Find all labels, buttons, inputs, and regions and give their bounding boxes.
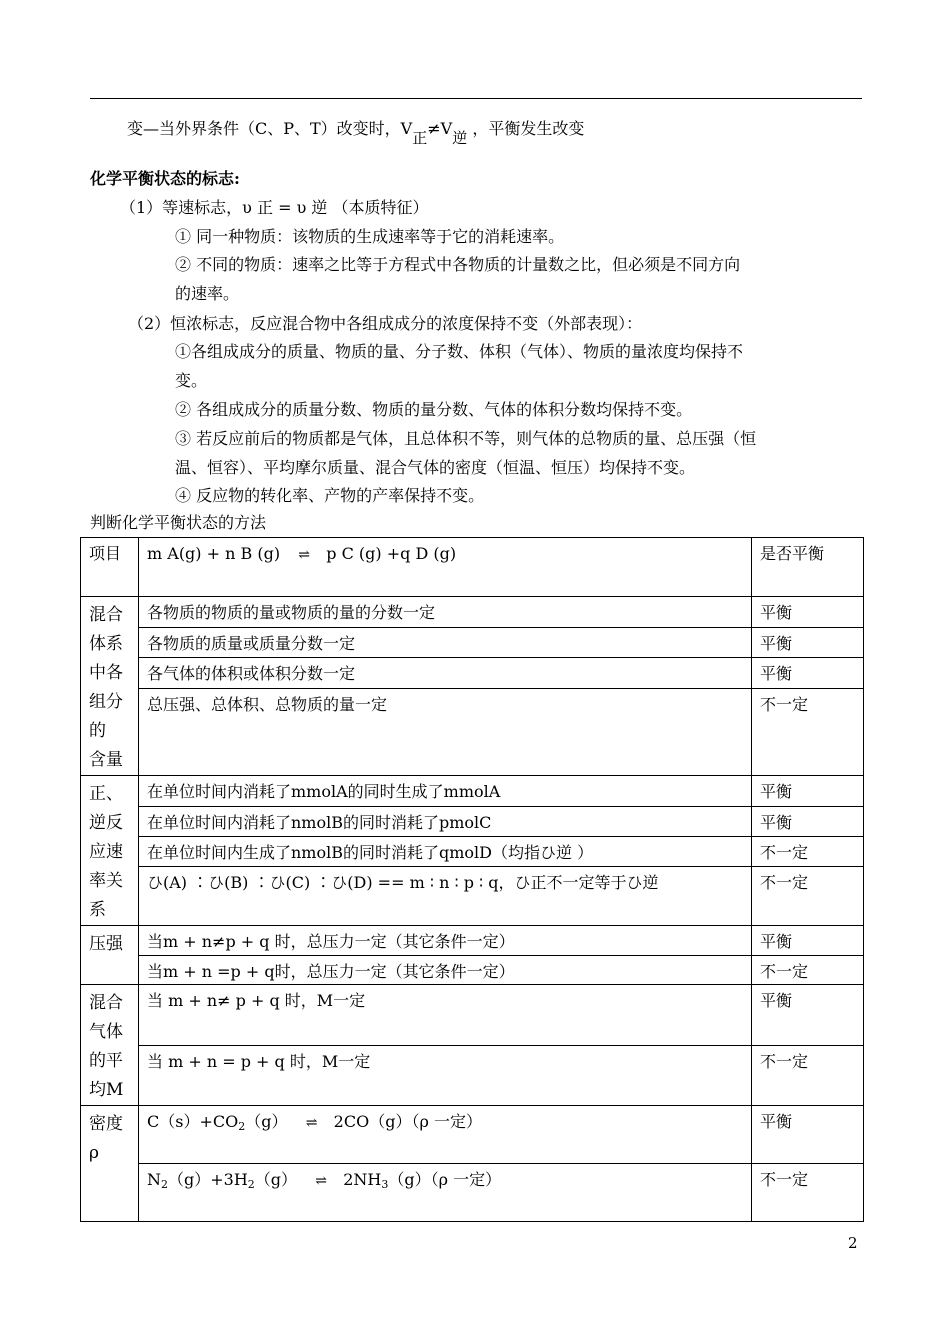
table-row — [81, 1106, 864, 1164]
result-cell: 不一定 — [752, 867, 864, 926]
condition-cell: 当 m + n = p + q 时，M一定 — [139, 1046, 752, 1106]
table-row — [81, 807, 864, 837]
condition-cell: 在单位时间内消耗了nmolB的同时消耗了pmolC — [139, 807, 752, 837]
table-row — [81, 956, 864, 985]
table-row — [81, 597, 864, 628]
condition-cell: 在单位时间内消耗了mmolA的同时生成了mmolA — [139, 776, 752, 807]
condition-cell: N2（g）+3H2（g） ⇌ 2NH3（g）（ρ 一定） — [139, 1164, 752, 1222]
table-title: 判断化学平衡状态的方法 — [90, 513, 267, 532]
header-equation: m A(g) + n B (g) ⇌ p C (g) +q D (g) — [139, 538, 752, 597]
condition-cell: 各气体的体积或体积分数一定 — [139, 658, 752, 688]
result-cell: 不一定 — [752, 1046, 864, 1106]
table-row — [81, 628, 864, 658]
item-1b-cont: 的速率。 — [175, 284, 240, 303]
item-2: （2）恒浓标志，反应混合物中各组成成分的浓度保持不变（外部表现）： — [128, 314, 643, 333]
result-cell: 平衡 — [752, 658, 864, 688]
table-row — [81, 837, 864, 867]
condition-cell: 总压强、总体积、总物质的量一定 — [139, 688, 752, 775]
equilibrium-table — [80, 537, 864, 1222]
item-2c: ③ 若反应前后的物质都是气体，且总体积不等，则气体的总物质的量、总压强（恒 — [175, 429, 757, 448]
section-label-pressure: 压强 — [81, 926, 139, 985]
condition-cell: C（s）+CO2（g） ⇌ 2CO（g）（ρ 一定） — [139, 1106, 752, 1164]
table-row — [81, 926, 864, 956]
table-row — [81, 1164, 864, 1222]
header-rule — [90, 98, 862, 99]
table-row — [81, 1046, 864, 1106]
item-1a: ① 同一种物质：该物质的生成速率等于它的消耗速率。 — [175, 227, 565, 246]
intro-line: 变—当外界条件（C、P、T）改变时，V正≠V逆 ，平衡发生改变 — [127, 119, 585, 147]
item-1b: ② 不同的物质：速率之比等于方程式中各物质的计量数之比，但必须是不同方向 — [175, 255, 741, 274]
item-2a: ①各组成成分的质量、物质的量、分子数、体积（气体）、物质的量浓度均保持不 — [175, 342, 744, 361]
result-cell: 不一定 — [752, 1164, 864, 1222]
result-cell: 不一定 — [752, 837, 864, 867]
equilibrium-arrow-icon: ⇌ — [298, 547, 309, 563]
table-row — [81, 867, 864, 926]
header-item: 项目 — [81, 538, 139, 597]
condition-cell: 在单位时间内生成了nmolB的同时消耗了qmolD（均指ひ逆 ） — [139, 837, 752, 867]
condition-cell: ひ(A) ∶ひ(B) ∶ひ(C) ∶ひ(D) == m ∶ n ∶ p ∶ q，ひ正不一定等于ひ逆 — [139, 867, 752, 926]
section-label-density: 密度 ρ — [81, 1106, 139, 1222]
table-row — [81, 776, 864, 807]
result-cell: 平衡 — [752, 628, 864, 658]
result-cell: 平衡 — [752, 985, 864, 1046]
result-cell: 平衡 — [752, 776, 864, 807]
section-label-molar-mass: 混合 气体 的平 均M — [81, 985, 139, 1106]
section-heading: 化学平衡状态的标志: — [90, 169, 240, 188]
equilibrium-arrow-icon: ⇌ — [315, 1173, 325, 1189]
table-header-row — [81, 538, 864, 597]
item-2c-cont: 温、恒容）、平均摩尔质量、混合气体的密度（恒温、恒压）均保持不变。 — [175, 458, 696, 477]
section-label-content: 混合 体系 中各 组分 的 含量 — [81, 597, 139, 776]
result-cell: 不一定 — [752, 688, 864, 775]
table-row — [81, 658, 864, 688]
item-1: （1）等速标志，υ 正 = υ 逆 （本质特征） — [120, 198, 429, 217]
result-cell: 平衡 — [752, 926, 864, 956]
item-2d: ④ 反应物的转化率、产物的产率保持不变。 — [175, 486, 485, 505]
condition-cell: 各物质的物质的量或物质的量的分数一定 — [139, 597, 752, 628]
condition-cell: 当m + n =p + q时，总压力一定（其它条件一定） — [139, 956, 752, 985]
result-cell: 平衡 — [752, 807, 864, 837]
table-row — [81, 985, 864, 1046]
condition-cell: 当m + n≠p + q 时，总压力一定（其它条件一定） — [139, 926, 752, 956]
result-cell: 平衡 — [752, 597, 864, 628]
page-number: 2 — [848, 1234, 858, 1252]
condition-cell: 当 m + n≠ p + q 时，M一定 — [139, 985, 752, 1046]
header-result: 是否平衡 — [752, 538, 864, 597]
condition-cell: 各物质的质量或质量分数一定 — [139, 628, 752, 658]
result-cell: 平衡 — [752, 1106, 864, 1164]
result-cell: 不一定 — [752, 956, 864, 985]
item-2b: ② 各组成成分的质量分数、物质的量分数、气体的体积分数均保持不变。 — [175, 400, 693, 419]
section-label-rate: 正、 逆反 应速 率关 系 — [81, 776, 139, 926]
item-2a-cont: 变。 — [175, 371, 208, 390]
table-row — [81, 688, 864, 775]
equilibrium-arrow-icon: ⇌ — [305, 1115, 316, 1131]
